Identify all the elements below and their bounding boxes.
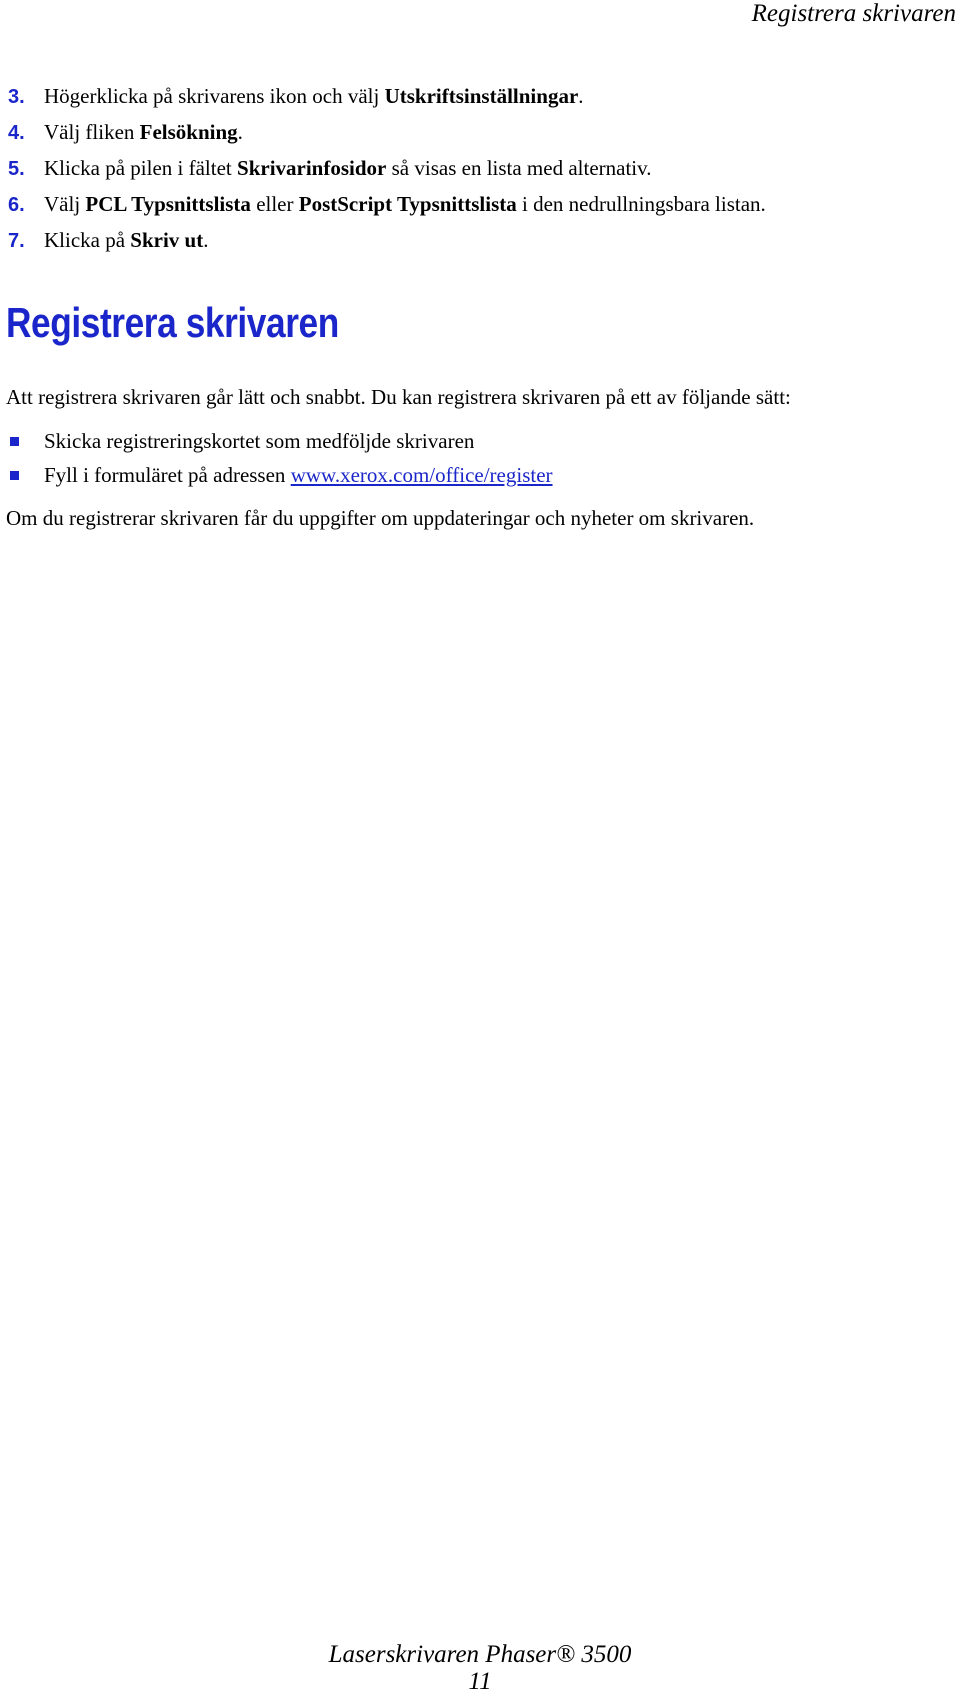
bullet-list <box>8 424 553 492</box>
step-item <box>8 78 766 114</box>
bullet-text: Fyll i formuläret på adressen <box>44 463 291 487</box>
step-text-mid: eller <box>250 192 299 216</box>
step-bold-term: PCL Typsnittslista <box>85 192 251 216</box>
step-item <box>8 114 766 150</box>
closing-paragraph: Om du registrerar skrivaren får du uppgifter om uppdateringar och nyheter om skrivaren. <box>6 506 755 530</box>
step-number: 4. <box>8 122 25 144</box>
step-item <box>8 150 766 186</box>
intro-paragraph: Att registrera skrivaren går lätt och snabbt. Du kan registrera skrivaren på ett av följande sätt: <box>6 385 791 409</box>
square-bullet-icon <box>10 437 19 446</box>
step-text-end: så visas en lista med alternativ. <box>386 156 652 180</box>
footer-product-name: Laserskrivaren Phaser® 3500 <box>328 1641 632 1668</box>
section-heading: Registrera skrivaren <box>6 299 339 346</box>
step-bold-term: Utskriftsinställningar <box>384 84 579 108</box>
step-bold-term-2: PostScript Typsnittslista <box>298 192 517 216</box>
step-text: Högerklicka på skrivarens ikon och välj <box>44 84 385 108</box>
step-text: Välj <box>44 192 86 216</box>
running-header: Registrera skrivaren <box>751 0 956 27</box>
bullet-text: Skicka registreringskortet som medföljde skrivaren <box>44 429 475 453</box>
bullet-item <box>8 424 553 458</box>
step-text: Klicka på <box>44 228 131 252</box>
register-link[interactable]: www.xerox.com/office/register <box>290 463 553 487</box>
step-item <box>8 222 766 258</box>
step-text-end: . <box>203 228 209 252</box>
step-bold-term: Skriv ut <box>130 228 204 252</box>
step-bold-term: Skrivarinfosidor <box>237 156 387 180</box>
step-number: 6. <box>8 194 25 216</box>
step-text-end: . <box>578 84 584 108</box>
step-number: 3. <box>8 86 25 108</box>
step-number: 5. <box>8 158 25 180</box>
step-text-end: . <box>237 120 243 144</box>
step-number: 7. <box>8 230 25 252</box>
step-list <box>8 78 766 258</box>
square-bullet-icon <box>10 471 19 480</box>
page-number: 11 <box>468 1668 492 1695</box>
step-text: Klicka på pilen i fältet <box>44 156 238 180</box>
step-bold-term: Felsökning <box>139 120 238 144</box>
step-text: Välj fliken <box>44 120 140 144</box>
step-text-end: i den nedrullningsbara listan. <box>516 192 766 216</box>
step-item <box>8 186 766 222</box>
bullet-item <box>8 458 553 492</box>
